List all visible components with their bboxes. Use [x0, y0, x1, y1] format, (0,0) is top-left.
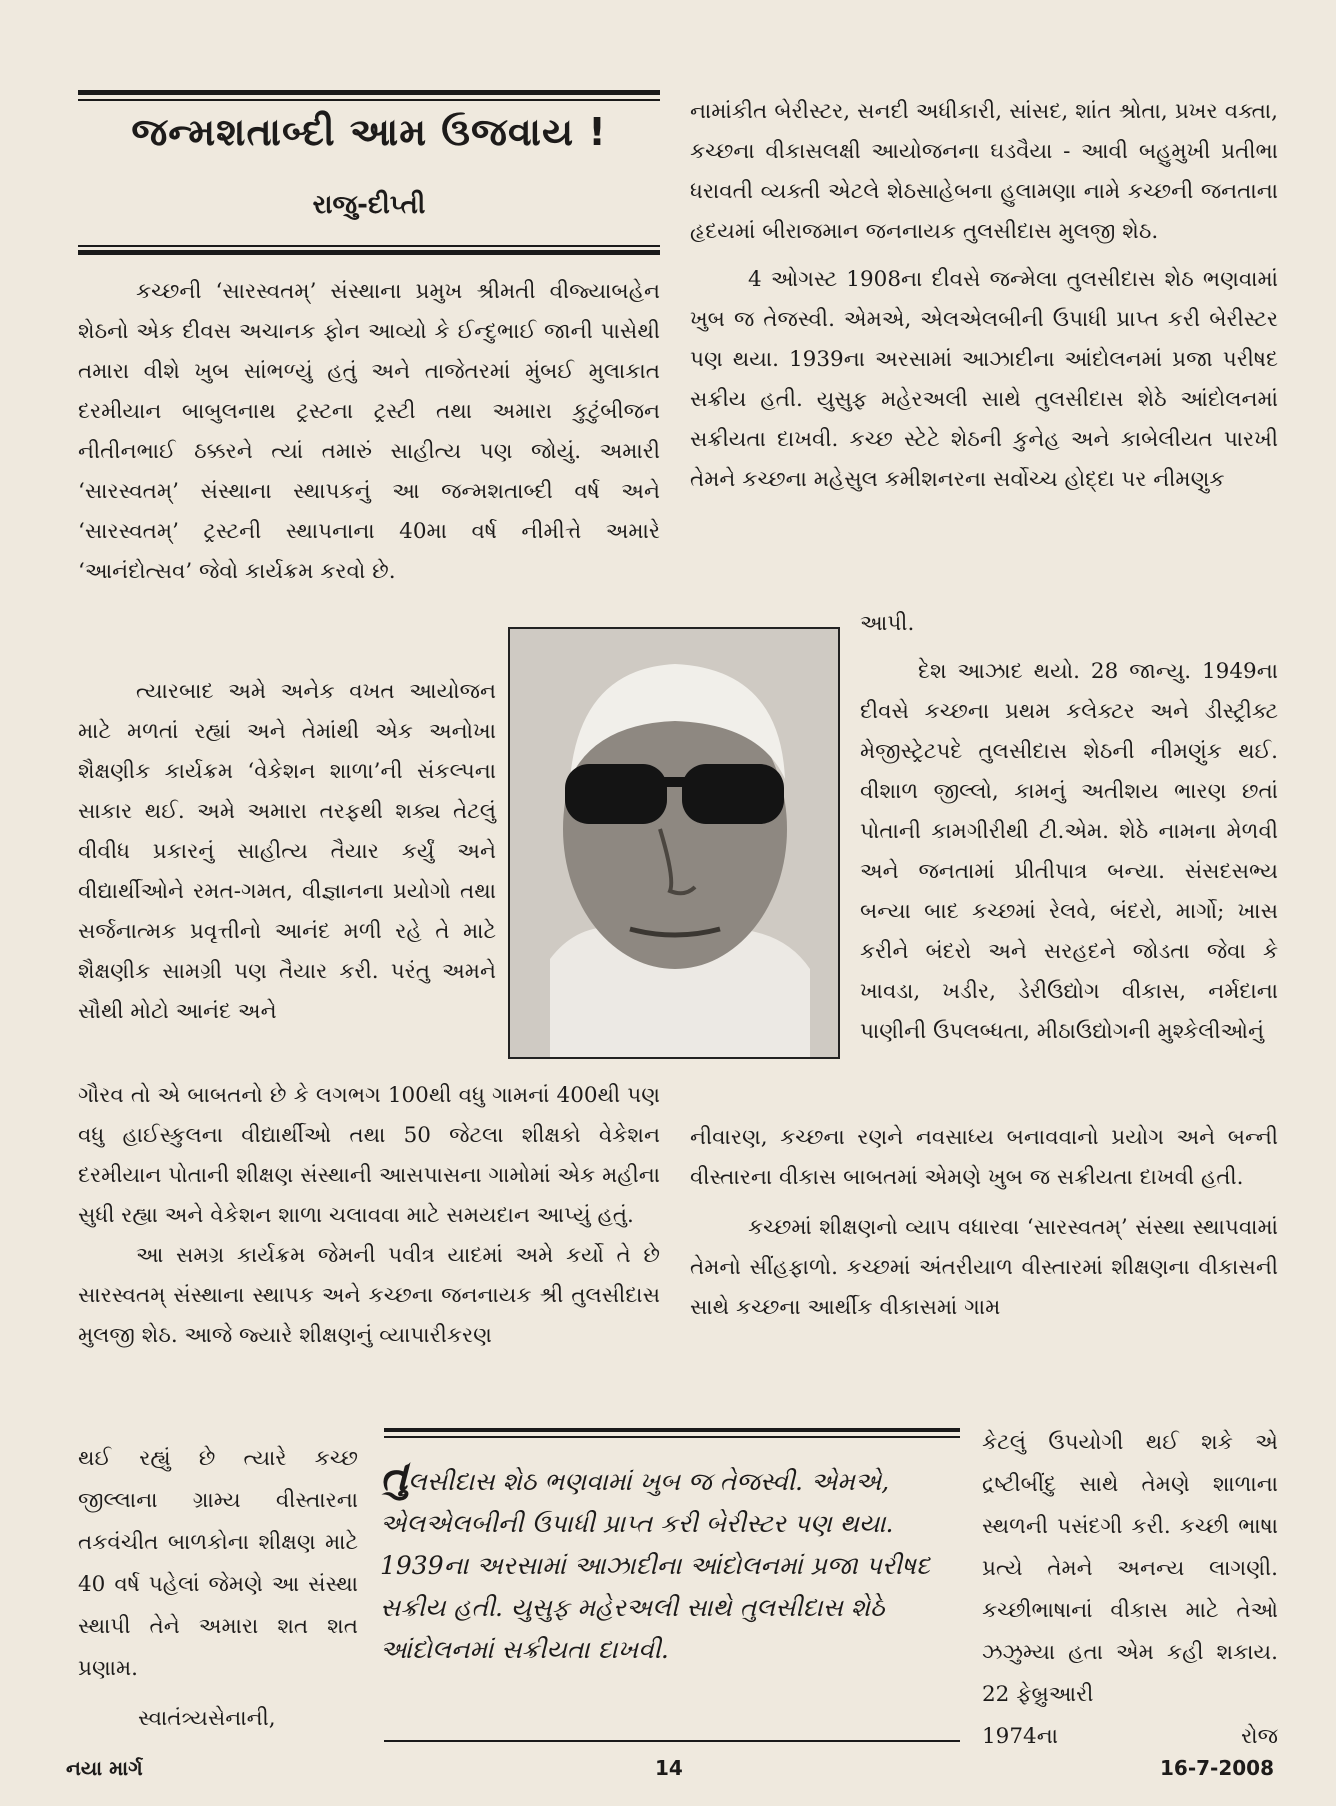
paragraph: નામાંકીત બેરીસ્ટર, સનદી અધીકારી, સાંસદ, શાંત શ્રોતા, પ્રખર વક્તા, કચ્છના વીકાસલક્ષી આયોજનના ઘડવૈયા - આવી બહુમુખી પ્રતીભા ધરાવતી વ્યક્તી એટલે શેઠસાહેબના હુલામણા નામે કચ્છની જનતાના હૃદયમાં બીરાજમાન જનનાયક તુલસીદાસ મુલજી શેઠ.	[690, 99, 1278, 244]
article-title: જન્મશતાબ્દી આમ ઉજવાય !	[131, 110, 607, 154]
left-column-bottom	[78, 1076, 660, 1356]
article-byline: રાજુ-દીપ્તી	[312, 190, 426, 220]
title-bottom-rule-thick	[78, 250, 660, 255]
footer-page-number: 14	[655, 1756, 683, 1780]
left-column-narrow	[78, 672, 496, 1032]
bottom-section-rule-left-thin	[384, 1436, 960, 1438]
right-column-lower	[690, 1118, 1278, 1328]
footer-date: 16-7-2008	[1160, 1756, 1275, 1780]
date-fragment: 1974ના	[982, 1724, 1059, 1749]
left-column-top	[78, 272, 660, 592]
paragraph: ત્યારબાદ અમે અનેક વખત આયોજન માટે મળતાં રહ્યાં અને તેમાંથી એક અનોખા શૈક્ષણીક કાર્યક્રમ ‘વેકેશન શાળા’ની સંકલ્પના સાકાર થઈ. અમે અમારા તરફથી શક્ય તેટલું વીવીધ પ્રકારનું સાહીત્ય તૈયાર કર્યું અને વીદ્યાર્થીઓને રમત-ગમત, વીજ્ઞાનના પ્રયોગો તથા સર્જનાત્મક પ્રવૃત્તીનો આનંદ મળી રહે તે માટે શૈક્ષણીક સામગ્રી પણ તૈયાર કરી. પરંતુ અમને સૌથી મોટો આનંદ અને	[78, 679, 496, 1024]
title-bottom-rule	[78, 245, 660, 247]
paragraph: કચ્છની ‘સારસ્વતમ્’ સંસ્થાના પ્રમુખ શ્રીમતી વીજ્યાબહેન શેઠનો એક દીવસ અચાનક ફોન આવ્યો કે ઈન્દુભાઈ જાની પાસેથી તમારા વીશે ખુબ સાંભળ્યું હતું અને તાજેતરમાં મુંબઈ મુલાકાત દરમીયાન બાબુલનાથ ટ્રસ્ટના ટ્રસ્ટી તથા અમારા કુટુંબીજન નીતીનભાઈ ઠક્કરને ત્યાં તમારું સાહીત્ય પણ જોયું. અમારી ‘સારસ્વતમ્’ સંસ્થાના સ્થાપકનું આ જન્મશતાબ્દી વર્ષ અને ‘સારસ્વતમ્’ ટ્રસ્ટની સ્થાપનાના 40મા વર્ષ નીમીત્તે અમારે ‘આનંદોત્સવ’ જેવો કાર્યક્રમ કરવો છે.	[78, 279, 660, 584]
paragraph: સ્વાતંત્ર્યસેનાની,	[138, 1706, 276, 1731]
paragraph: દેશ આઝાદ થયો. 28 જાન્યુ. 1949ના દીવસે કચ્છના પ્રથમ કલેક્ટર અને ડીસ્ટ્રીક્ટ મેજીસ્ટ્રેટપદે તુલસીદાસ શેઠની નીમણુંક થઈ. વીશાળ જીલ્લો, કામનું અતીશય ભારણ છતાં પોતાની કામગીરીથી ટી.એમ. શેઠે નામના મેળવી અને જનતામાં પ્રીતીપાત્ર બન્યા. સંસદસભ્ય બન્યા બાદ કચ્છમાં રેલવે, બંદરો, માર્ગો; ખાસ કરીને બંદરો અને સરહદને જોડતા જેવા કે ખાવડા, ખડીર, ડેરીઉદ્યોગ વીકાસ, નર્મદાના પાણીની ઉપલબ્ધતા, મીઠાઉદ્યોગની મુશ્કેલીઓનું	[860, 659, 1278, 1044]
date-fragment-end: રોજ	[1241, 1724, 1278, 1749]
pull-quote	[380, 1451, 970, 1671]
right-column-top	[690, 92, 1278, 500]
paragraph: આપી.	[860, 611, 915, 636]
paragraph: કચ્છમાં શીક્ષણનો વ્યાપ વધારવા ‘સારસ્વતમ્’ સંસ્થા સ્થાપવામાં તેમનો સીંહફાળો. કચ્છમાં અંતરીયાળ વીસ્તારમાં શીક્ષણના વીકાસની સાથે કચ્છના આર્થીક વીકાસમાં ગામ	[690, 1215, 1278, 1320]
right-column-continuation	[860, 604, 1278, 1052]
paragraph: આ સમગ્ર કાર્યક્રમ જેમની પવીત્ર યાદમાં અમે કર્યો તે છે સારસ્વતમ્ સંસ્થાના સ્થાપક અને કચ્છના જનનાયક શ્રી તુલસીદાસ મુલજી શેઠ. આજે જ્યારે શીક્ષણનું વ્યાપારીકરણ	[78, 1243, 660, 1348]
pull-quote-drop-letter: તુ	[380, 1451, 408, 1500]
bottom-left-column	[78, 1438, 358, 1740]
paragraph: થઈ રહ્યું છે ત્યારે કચ્છ જીલ્લાના ગ્રામ્ય વીસ્તારના તકવંચીત બાળકોના શીક્ષણ માટે 40 વર્ષ પહેલાં જેમણે આ સંસ્થા સ્થાપી તેને અમારા શત શત પ્રણામ.	[78, 1446, 358, 1681]
pull-quote-text: લસીદાસ શેઠ ભણવામાં ખુબ જ તેજસ્વી. એમએ, એલએલબીની ઉપાધી પ્રાપ્ત કરી બેરીસ્ટર પણ થયા. 1939ના અરસામાં આઝાદીના આંદોલનમાં પ્રજા પરીષદ સક્રીય હતી. યુસુફ મહેરઅલી સાથે તુલસીદાસ શેઠે આંદોલનમાં સક્રીયતા દાખવી.	[380, 1467, 930, 1664]
bottom-section-rule-left	[384, 1428, 960, 1432]
paragraph: કેટલું ઉપયોગી થઈ શકે એ દ્રષ્ટીબીંદુ સાથે તેમણે શાળાના સ્થળની પસંદગી કરી. કચ્છી ભાષા પ્રત્યે તેમને અનન્ય લાગણી. કચ્છીભાષાનાં વીકાસ માટે તેઓ ઝઝુમ્યા હતા એમ કહી શકાય. 22 ફેબ્રુઆરી	[982, 1430, 1278, 1707]
paragraph: 4 ઓગસ્ટ 1908ના દીવસે જન્મેલા તુલસીદાસ શેઠ ભણવામાં ખુબ જ તેજસ્વી. એમએ, એલએલબીની ઉપાધી પ્રાપ્ત કરી બેરીસ્ટર પણ થયા. 1939ના અરસામાં આઝાદીના આંદોલનમાં પ્રજા પરીષદ સક્રીય હતી. યુસુફ મહેરઅલી સાથે તુલસીદાસ શેઠે આંદોલનમાં સક્રીયતા દાખવી. કચ્છ સ્ટેટે શેઠની કુનેહ અને કાબેલીયત પારખી તેમને કચ્છના મહેસુલ કમીશનરના સર્વોચ્ચ હોદ્દા પર નીમણુક	[690, 267, 1278, 492]
bottom-right-column	[982, 1422, 1278, 1758]
title-top-rule-thin	[78, 99, 660, 101]
paragraph	[982, 1716, 1278, 1758]
footer-magazine-name: નયા માર્ગ	[66, 1756, 143, 1780]
portrait-illustration	[510, 629, 838, 1057]
paragraph: ગૌરવ તો એ બાબતનો છે કે લગભગ 100થી વધુ ગામનાં 400થી પણ વધુ હાઈસ્કુલના વીદ્યાર્થીઓ તથા 50 જેટલા શીક્ષકો વેકેશન દરમીયાન પોતાની શીક્ષણ સંસ્થાની આસપાસના ગામોમાં એક મહીના સુધી રહ્યા અને વેકેશન શાળા ચલાવવા માટે સમયદાન આપ્યું હતું.	[78, 1083, 660, 1228]
paragraph: નીવારણ, કચ્છના રણને નવસાધ્ય બનાવવાનો પ્રયોગ અને બન્ની વીસ્તારના વીકાસ બાબતમાં એમણે ખુબ જ સક્રીયતા દાખવી હતી.	[690, 1125, 1278, 1190]
title-top-rule	[78, 90, 660, 95]
portrait-photo	[508, 627, 840, 1059]
pull-quote-bottom-rule	[384, 1740, 960, 1742]
